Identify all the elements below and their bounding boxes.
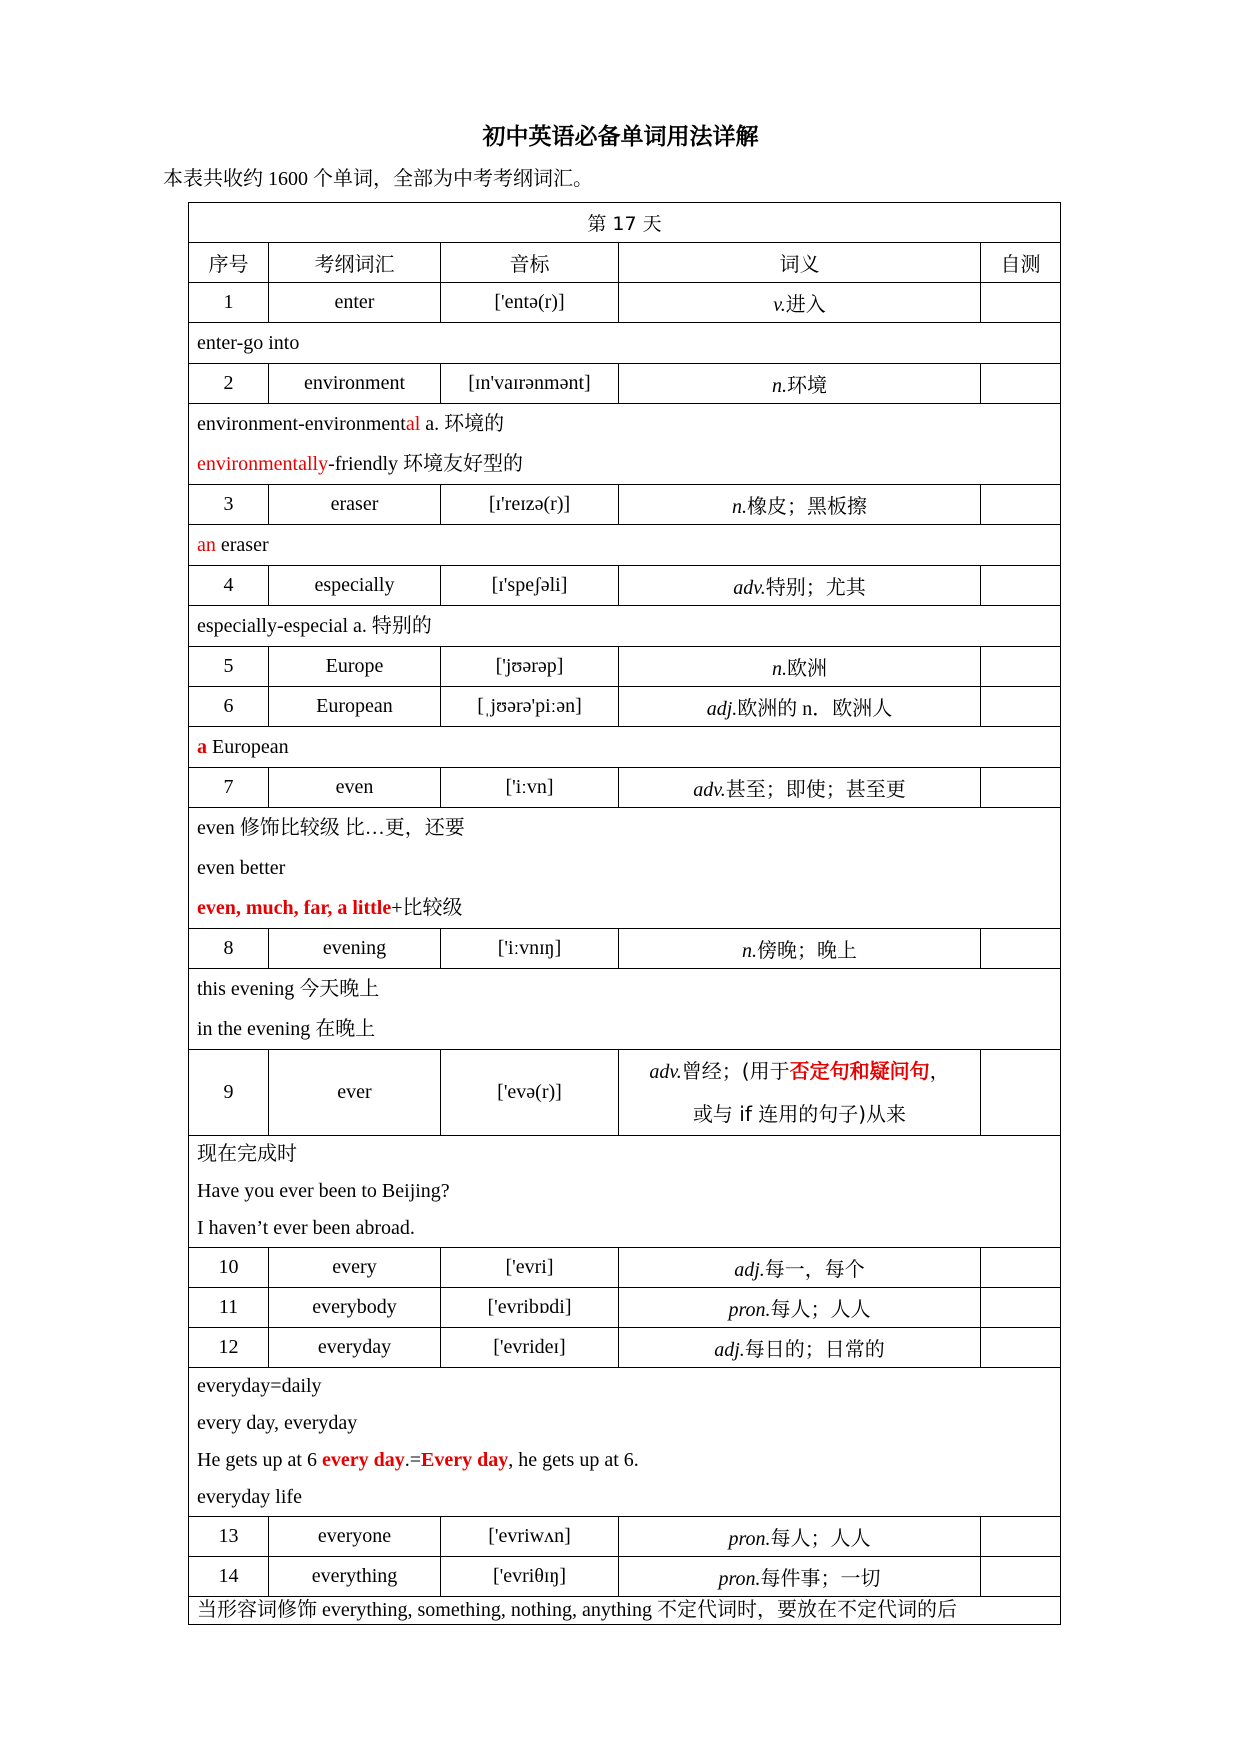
note-row: [189, 323, 1061, 364]
word-ipa: [ˌjʊərə'piːən]: [441, 687, 619, 727]
word-no: 2: [189, 364, 269, 404]
word-no: 13: [189, 1517, 269, 1557]
word-row: [189, 1557, 1061, 1597]
note-environment: environment-environmental a. 环境的 environmentally-friendly 环境友好型的: [189, 404, 1061, 485]
selftest-cell: [981, 768, 1061, 808]
word-meaning: adv.甚至；即使；甚至更: [619, 768, 981, 808]
note-row: [189, 1136, 1061, 1248]
word-row: [189, 1288, 1061, 1328]
word-no: 7: [189, 768, 269, 808]
word-ipa: ['evribɒdi]: [441, 1288, 619, 1328]
word-no: 1: [189, 283, 269, 323]
word-entry: everyone: [269, 1517, 441, 1557]
word-ipa: ['entə(r)]: [441, 283, 619, 323]
word-meaning: adv.特别；尤其: [619, 566, 981, 606]
selftest-cell: [981, 566, 1061, 606]
note-everything: 当形容词修饰 everything, something, nothing, anything 不定代词时，要放在不定代词的后: [189, 1597, 1061, 1625]
note-row: [189, 969, 1061, 1050]
note-enter: enter-go into: [189, 323, 1061, 364]
note-evening: this evening 今天晚上 in the evening 在晚上: [189, 969, 1061, 1050]
word-ipa: ['jʊərəp]: [441, 647, 619, 687]
intro-text: 本表共收约 1600 个单词，全部为中考考纲词汇。: [163, 168, 593, 190]
word-row: [189, 566, 1061, 606]
day-row: [189, 203, 1061, 243]
note-row: [189, 1368, 1061, 1517]
selftest-cell: [981, 283, 1061, 323]
word-no: 10: [189, 1248, 269, 1288]
word-meaning: adj.每一，每个: [619, 1248, 981, 1288]
word-no: 14: [189, 1557, 269, 1597]
selftest-cell: [981, 1328, 1061, 1368]
word-ipa: [ɪn'vaɪrənmənt]: [441, 364, 619, 404]
note-especially: especially-especial a. 特别的: [189, 606, 1061, 647]
header-ipa: 音标: [441, 243, 619, 283]
word-entry: every: [269, 1248, 441, 1288]
word-entry: environment: [269, 364, 441, 404]
word-entry: everybody: [269, 1288, 441, 1328]
selftest-cell: [981, 1248, 1061, 1288]
word-no: 4: [189, 566, 269, 606]
header-meaning: 词义: [619, 243, 981, 283]
note-ever: 现在完成时 Have you ever been to Beijing? I haven’t ever been abroad.: [189, 1136, 1061, 1248]
selftest-cell: [981, 485, 1061, 525]
word-no: 9: [189, 1050, 269, 1136]
word-meaning: v.进入: [619, 283, 981, 323]
selftest-cell: [981, 687, 1061, 727]
selftest-cell: [981, 364, 1061, 404]
word-entry: ever: [269, 1050, 441, 1136]
word-meaning: n.欧洲: [619, 647, 981, 687]
word-row: [189, 283, 1061, 323]
day-label: 第 17 天: [189, 203, 1061, 243]
header-selftest: 自测: [981, 243, 1061, 283]
word-no: 8: [189, 929, 269, 969]
vocabulary-table: [188, 202, 1061, 1625]
word-entry: especially: [269, 566, 441, 606]
note-row: [189, 404, 1061, 485]
note-european: a European: [189, 727, 1061, 768]
note-row: [189, 1597, 1061, 1625]
word-entry: even: [269, 768, 441, 808]
word-entry: everyday: [269, 1328, 441, 1368]
header-row: [189, 243, 1061, 283]
word-row: [189, 485, 1061, 525]
word-no: 6: [189, 687, 269, 727]
word-no: 3: [189, 485, 269, 525]
word-entry: evening: [269, 929, 441, 969]
note-row: [189, 525, 1061, 566]
word-ipa: ['iːvnɪŋ]: [441, 929, 619, 969]
header-no: 序号: [189, 243, 269, 283]
word-ipa: ['evri]: [441, 1248, 619, 1288]
word-row: [189, 1248, 1061, 1288]
note-row: [189, 727, 1061, 768]
word-meaning: pron.每人；人人: [619, 1288, 981, 1328]
word-row: [189, 1050, 1061, 1136]
word-meaning: adj.欧洲的 n．欧洲人: [619, 687, 981, 727]
selftest-cell: [981, 647, 1061, 687]
word-no: 12: [189, 1328, 269, 1368]
word-meaning: pron.每件事；一切: [619, 1557, 981, 1597]
word-entry: enter: [269, 283, 441, 323]
word-ipa: ['iːvn]: [441, 768, 619, 808]
word-ipa: ['evriθɪŋ]: [441, 1557, 619, 1597]
word-ipa: ['evriwʌn]: [441, 1517, 619, 1557]
word-entry: everything: [269, 1557, 441, 1597]
selftest-cell: [981, 1050, 1061, 1136]
word-meaning: adv.曾经；(用于否定句和疑问句， 或与 if 连用的句子)从来: [619, 1050, 981, 1136]
word-ipa: [ɪ'speʃəli]: [441, 566, 619, 606]
word-entry: European: [269, 687, 441, 727]
note-eraser: an eraser: [189, 525, 1061, 566]
word-meaning: pron.每人；人人: [619, 1517, 981, 1557]
word-no: 11: [189, 1288, 269, 1328]
selftest-cell: [981, 929, 1061, 969]
word-entry: Europe: [269, 647, 441, 687]
word-meaning: adj.每日的；日常的: [619, 1328, 981, 1368]
word-row: [189, 647, 1061, 687]
word-meaning: n.橡皮；黑板擦: [619, 485, 981, 525]
selftest-cell: [981, 1557, 1061, 1597]
word-row: [189, 364, 1061, 404]
selftest-cell: [981, 1517, 1061, 1557]
selftest-cell: [981, 1288, 1061, 1328]
word-meaning: n.环境: [619, 364, 981, 404]
word-row: [189, 1328, 1061, 1368]
word-row: [189, 687, 1061, 727]
page-title: 初中英语必备单词用法详解: [482, 124, 759, 150]
word-ipa: ['evə(r)]: [441, 1050, 619, 1136]
note-row: [189, 808, 1061, 929]
word-ipa: [ɪ'reɪzə(r)]: [441, 485, 619, 525]
word-no: 5: [189, 647, 269, 687]
word-row: [189, 1517, 1061, 1557]
note-everyday: everyday=daily every day, everyday He gets up at 6 every day.=Every day, he gets up at 6. everyday life: [189, 1368, 1061, 1517]
word-row: [189, 768, 1061, 808]
word-entry: eraser: [269, 485, 441, 525]
word-meaning: n.傍晚；晚上: [619, 929, 981, 969]
note-even: even 修饰比较级 比…更，还要 even better even, much, far, a little+比较级: [189, 808, 1061, 929]
word-ipa: ['evrideɪ]: [441, 1328, 619, 1368]
word-row: [189, 929, 1061, 969]
header-word: 考纲词汇: [269, 243, 441, 283]
note-row: [189, 606, 1061, 647]
